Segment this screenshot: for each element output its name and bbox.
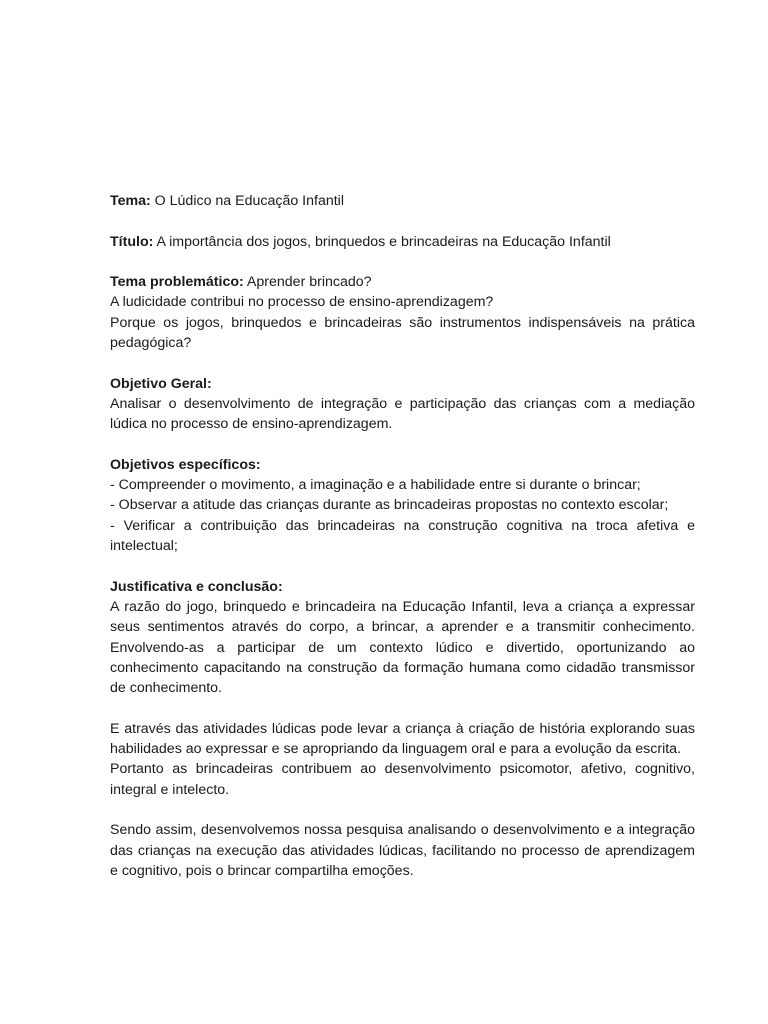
tema-problematico-value: Aprender brincado? xyxy=(243,274,372,291)
portanto-paragraph: Portanto as brincadeiras contribuem ao desenvolvimento psicomotor, afetivo, cognitivo, integral e intelecto. xyxy=(110,761,695,798)
conclusao-section xyxy=(110,820,695,881)
titulo-value: A importância dos jogos, brinquedos e brincadeiras na Educação Infantil xyxy=(153,233,611,250)
justificativa-paragraph: A razão do jogo, brinquedo e brincadeira na Educação Infantil, leva a criança a expressar seus sentimentos através do corpo, a brincar, a aprender e a transmitir conhecimento. Envolvendo-as a participar de um contexto lúdico e divertido, oportunizando ao conhecimento capacitando na construção da formação humana como cidadão transmissor de conhecimento. xyxy=(110,598,695,697)
objetivos-especificos-heading: Objetivos específicos: xyxy=(110,456,261,473)
question-line: A ludicidade contribui no processo de ensino-aprendizagem? xyxy=(110,294,494,311)
atividades-paragraph: E através das atividades lúdicas pode levar a criança à criação de história explorando suas habilidades ao expressar e se apropriando da linguagem oral e para a evolução da escrita. xyxy=(110,720,695,758)
tema-value: O Lúdico na Educação Infantil xyxy=(150,193,344,209)
objetivo-geral-text: Analisar o desenvolvimento de integração e participação das crianças com a mediação lúdica no processo de ensino-aprendizagem. xyxy=(110,395,695,433)
titulo-line xyxy=(110,232,695,252)
tema-label: Tema: xyxy=(110,193,151,209)
objetivo-item: - Observar a atitude das crianças durante as brincadeiras propostas no contexto escolar; xyxy=(110,497,669,514)
objetivo-item: - Verificar a contribuição das brincadeiras na construção cognitiva na troca afetiva e intelectual; xyxy=(110,517,695,555)
tema-problematico-section xyxy=(110,272,695,353)
objetivo-geral-heading: Objetivo Geral: xyxy=(110,375,212,392)
question-line: Porque os jogos, brinquedos e brincadeiras são instrumentos indispensáveis na prática pedagógica? xyxy=(110,314,695,352)
document-page xyxy=(110,191,695,901)
tema-problematico-label: Tema problemático: xyxy=(110,274,244,291)
conclusao-paragraph: Sendo assim, desenvolvemos nossa pesquisa analisando o desenvolvimento e a integração das crianças na execução das atividades lúdicas, facilitando no processo de aprendizagem e cognitivo, pois o brincar compartilha emoções. xyxy=(110,822,695,879)
justificativa-heading: Justificativa e conclusão: xyxy=(110,578,283,595)
titulo-label: Título: xyxy=(110,233,154,250)
objetivo-geral-section xyxy=(110,374,695,435)
tema-line xyxy=(110,191,695,211)
atividades-section xyxy=(110,719,695,800)
objetivo-item: - Compreender o movimento, a imaginação e a habilidade entre si durante o brincar; xyxy=(110,477,641,494)
objetivos-especificos-section xyxy=(110,455,695,556)
tema-problematico-line xyxy=(110,272,695,292)
justificativa-section xyxy=(110,577,695,699)
